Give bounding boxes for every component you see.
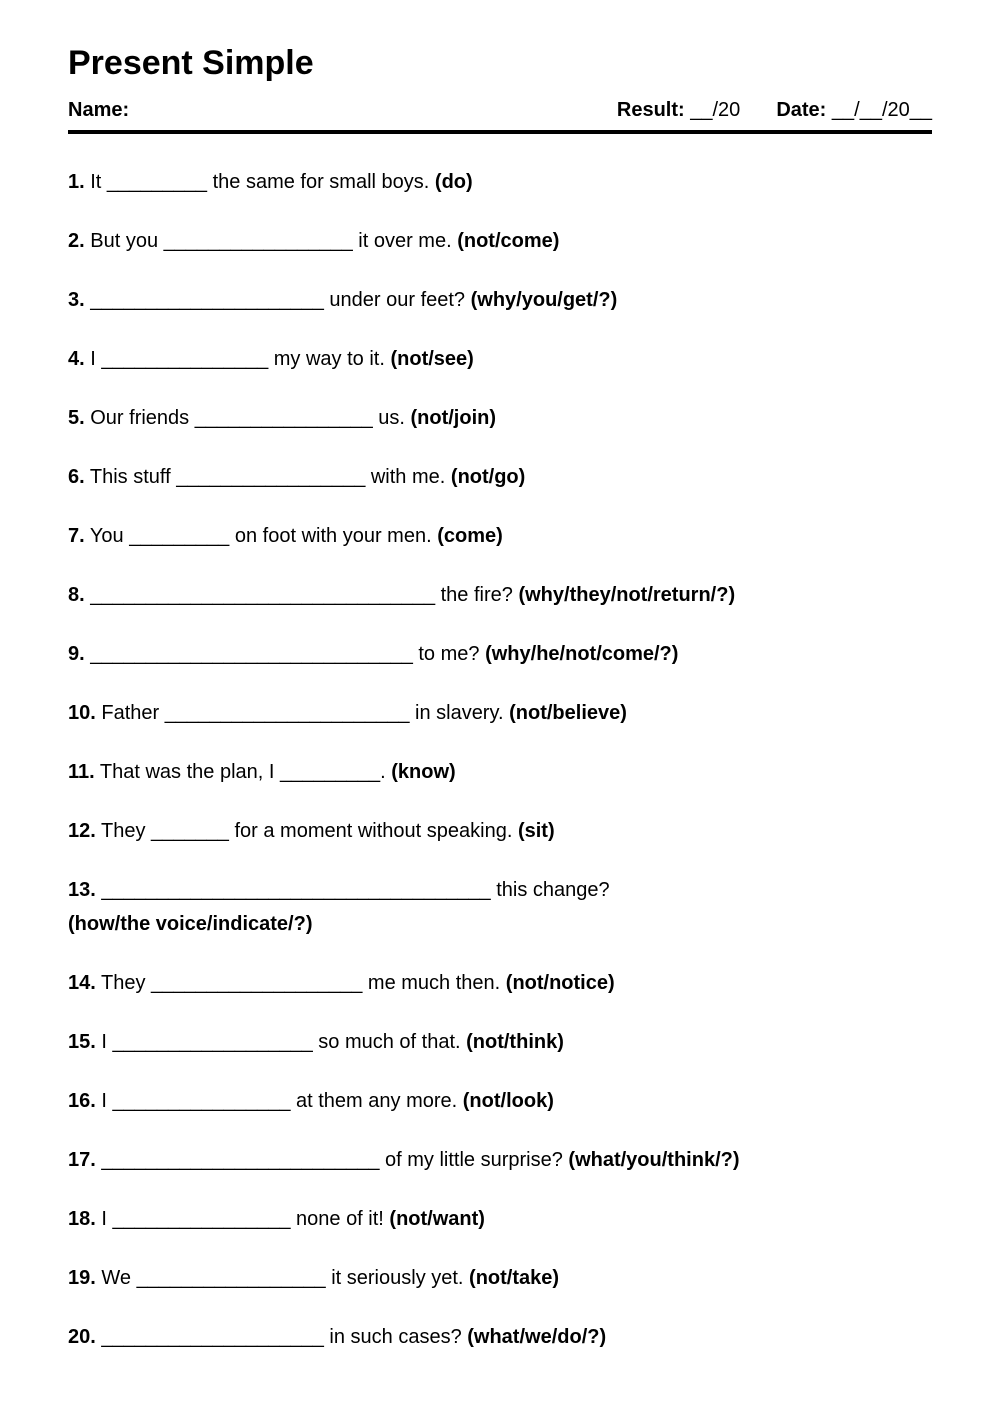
- question-row-13: [68, 873, 932, 941]
- question-row-15: [68, 1025, 932, 1059]
- question-number: 1.: [68, 171, 85, 193]
- question-text: This stuff _________________ with me.: [89, 466, 446, 488]
- result-label: Result:: [616, 99, 685, 121]
- question-hint: (sit): [517, 820, 555, 842]
- date-label: Date:: [776, 99, 827, 121]
- question-row-7: [68, 519, 932, 553]
- question-row-12: [68, 814, 932, 848]
- question-text: I __________________ so much of that.: [101, 1031, 461, 1053]
- question-number: 15.: [68, 1031, 96, 1053]
- question-hint: (what/we/do/?): [467, 1326, 607, 1348]
- result-value: __/20: [690, 99, 741, 121]
- question-number: 2.: [68, 230, 85, 252]
- question-text: ___________________________________ this change?: [101, 879, 610, 901]
- question-hint: (not/want): [389, 1208, 485, 1230]
- question-row-19: [68, 1261, 932, 1295]
- result-field: [617, 99, 740, 122]
- question-row-17: [68, 1143, 932, 1177]
- question-row-10: [68, 696, 932, 730]
- question-row-1: [68, 165, 932, 199]
- question-hint: (not/look): [462, 1090, 554, 1112]
- question-text: It _________ the same for small boys.: [90, 171, 430, 193]
- question-row-20: [68, 1320, 932, 1354]
- question-text: They _______ for a moment without speaking.: [101, 820, 513, 842]
- question-text: They ___________________ me much then.: [101, 972, 501, 994]
- question-number: 7.: [68, 525, 85, 547]
- question-list: [68, 165, 932, 1354]
- question-hint: (not/take): [469, 1267, 560, 1289]
- date-field: [776, 99, 932, 122]
- question-text: _____________________ under our feet?: [90, 289, 466, 311]
- question-hint: (not/join): [410, 407, 497, 429]
- question-hint: (come): [437, 525, 503, 547]
- question-number: 16.: [68, 1090, 96, 1112]
- question-text: I _______________ my way to it.: [90, 348, 385, 370]
- question-row-16: [68, 1084, 932, 1118]
- question-hint: (not/believe): [509, 702, 627, 724]
- page-title: Present Simple: [68, 44, 314, 82]
- question-row-2: [68, 224, 932, 258]
- question-text: You _________ on foot with your men.: [89, 525, 432, 547]
- question-row-4: [68, 342, 932, 376]
- header-meta-row: [68, 99, 932, 122]
- question-number: 4.: [68, 348, 85, 370]
- question-text: _______________________________ the fire?: [90, 584, 513, 606]
- question-hint: (not/notice): [505, 972, 615, 994]
- question-number: 17.: [68, 1149, 96, 1171]
- question-row-6: [68, 460, 932, 494]
- question-hint: (why/you/get/?): [470, 289, 618, 311]
- question-text: Father ______________________ in slavery.: [101, 702, 504, 724]
- question-hint: (how/the voice/indicate/?): [68, 913, 313, 935]
- question-number: 12.: [68, 820, 96, 842]
- question-row-14: [68, 966, 932, 1000]
- question-number: 9.: [68, 643, 85, 665]
- question-hint: (what/you/think/?): [568, 1149, 740, 1171]
- question-number: 19.: [68, 1267, 96, 1289]
- header-meta-right: [617, 99, 932, 122]
- question-row-8: [68, 578, 932, 612]
- question-number: 8.: [68, 584, 85, 606]
- question-hint: (why/he/not/come/?): [485, 643, 679, 665]
- question-hint: (not/come): [457, 230, 560, 252]
- question-hint: (why/they/not/return/?): [518, 584, 736, 606]
- question-number: 18.: [68, 1208, 96, 1230]
- question-hint: (do): [434, 171, 473, 193]
- question-row-18: [68, 1202, 932, 1236]
- header-divider: [68, 130, 932, 134]
- question-hint: (not/go): [450, 466, 526, 488]
- question-number: 5.: [68, 407, 85, 429]
- question-text: I ________________ at them any more.: [101, 1090, 458, 1112]
- question-text: ____________________ in such cases?: [101, 1326, 462, 1348]
- question-number: 3.: [68, 289, 85, 311]
- question-number: 6.: [68, 466, 85, 488]
- question-hint: (not/see): [390, 348, 474, 370]
- question-text: But you _________________ it over me.: [90, 230, 452, 252]
- question-text: I ________________ none of it!: [101, 1208, 384, 1230]
- question-text: That was the plan, I _________.: [99, 761, 386, 783]
- question-row-11: [68, 755, 932, 789]
- question-text: _____________________________ to me?: [90, 643, 480, 665]
- question-row-9: [68, 637, 932, 671]
- question-text: We _________________ it seriously yet.: [101, 1267, 464, 1289]
- question-number: 10.: [68, 702, 96, 724]
- question-number: 13.: [68, 879, 96, 901]
- question-number: 11.: [68, 761, 95, 783]
- question-hint: (know): [391, 761, 456, 783]
- question-text: Our friends ________________ us.: [90, 407, 405, 429]
- question-row-3: [68, 283, 932, 317]
- question-number: 20.: [68, 1326, 96, 1348]
- question-hint: (not/think): [466, 1031, 564, 1053]
- name-label: Name:: [68, 99, 130, 121]
- question-text: _________________________ of my little surprise?: [101, 1149, 563, 1171]
- date-value: __/__/20__: [831, 99, 932, 121]
- question-row-5: [68, 401, 932, 435]
- question-number: 14.: [68, 972, 96, 994]
